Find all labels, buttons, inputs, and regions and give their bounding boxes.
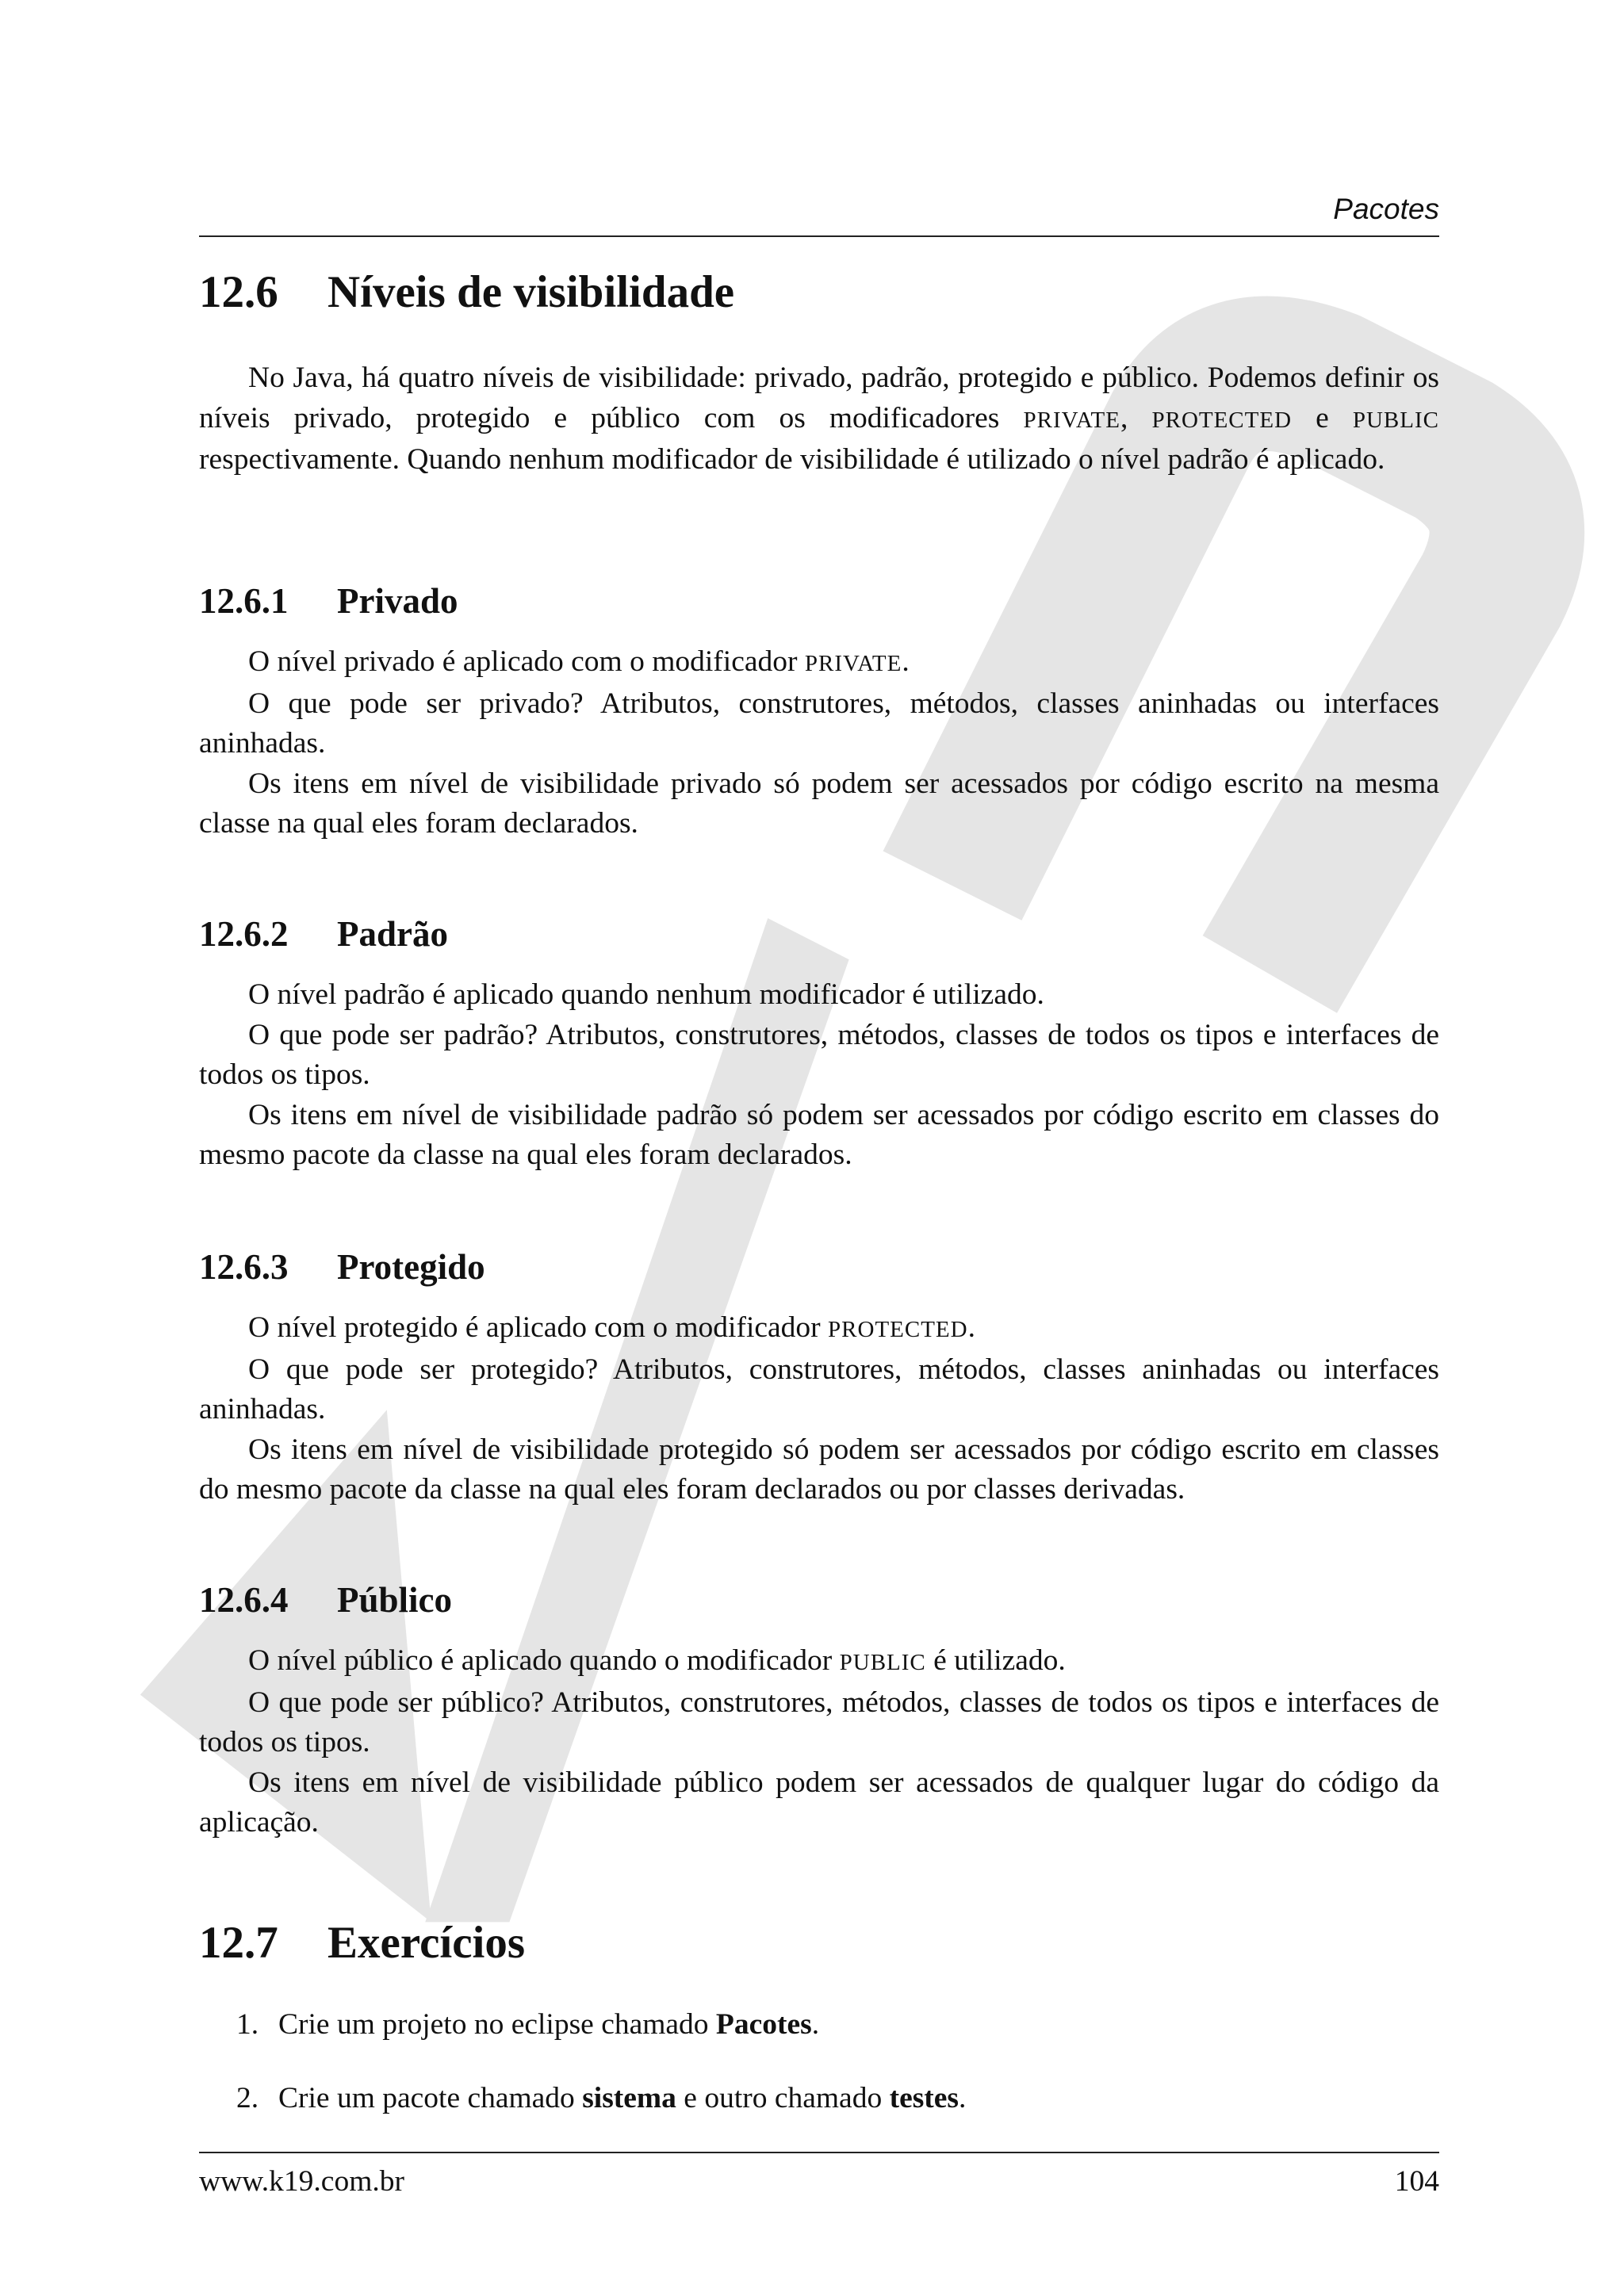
section-title: Níveis de visibilidade (327, 267, 735, 317)
paragraph: O nível padrão é aplicado quando nenhum modificador é utilizado. (248, 978, 1044, 1011)
paragraph: O nível público é aplicado quando o modificador PUBLIC é utilizado. (248, 1644, 1066, 1677)
subsection-protegido (199, 1246, 1439, 1510)
section-number: 12.6 (199, 267, 278, 317)
subsection-padrao (199, 913, 1439, 1176)
exercises-heading: 12.7 Exercícios (199, 1918, 526, 1968)
paragraph: Os itens em nível de visibilidade público podem ser acessados de qualquer lugar do código da aplicação. (199, 1766, 1439, 1839)
paragraph: O nível protegido é aplicado com o modificador PROTECTED. (248, 1311, 975, 1344)
page-number: 104 (1394, 2165, 1439, 2198)
section-heading (199, 266, 1439, 318)
paragraph: Os itens em nível de visibilidade protegido só podem ser acessados por código escrito em classes do mesmo pacote da classe na qual eles foram declarados ou por classes derivadas. (199, 1433, 1439, 1506)
subsection-heading: 12.6.4 Público (199, 1580, 453, 1620)
paragraph: O nível privado é aplicado com o modificador PRIVATE. (248, 645, 910, 678)
paragraph: O que pode ser protegido? Atributos, construtores, métodos, classes aninhadas ou interfaces aninhadas. (199, 1353, 1439, 1425)
intro-paragraph: No Java, há quatro níveis de visibilidade: privado, padrão, protegido e público. Podemos definir os níveis privado, protegido e público com os modificadores PRIVATE, PROTECTED e PUBLIC respectivamente. Quando nenhum modificador de visibilidade é utilizado o nível padrão é aplicado. (199, 362, 1439, 476)
footer (199, 2164, 1439, 2198)
exercise-list (199, 2007, 1439, 2115)
footer-url[interactable]: www.k19.com.br (199, 2165, 404, 2198)
paragraph: O que pode ser privado? Atributos, construtores, métodos, classes aninhadas ou interfaces aninhadas. (199, 687, 1439, 760)
subsection-publico (199, 1579, 1439, 1843)
exercise-item: 2. Crie um pacote chamado sistema e outro chamado testes. (236, 2082, 967, 2114)
footer-rule (199, 2152, 1439, 2153)
paragraph: O que pode ser padrão? Atributos, construtores, métodos, classes de todos os tipos e interfaces de todos os tipos. (199, 1018, 1439, 1091)
exercise-item: 1. Crie um projeto no eclipse chamado Pacotes. (236, 2008, 820, 2041)
header-rule (199, 235, 1439, 237)
paragraph: Os itens em nível de visibilidade padrão só podem ser acessados por código escrito em classes do mesmo pacote da classe na qual eles foram declarados. (199, 1098, 1439, 1171)
paragraph: Os itens em nível de visibilidade privado só podem ser acessados por código escrito na mesma classe na qual eles foram declarados. (199, 767, 1439, 840)
subsection-heading: 12.6.3 Protegido (199, 1247, 485, 1287)
subsection-heading: 12.6.1 Privado (199, 581, 458, 621)
subsection-privado (199, 580, 1439, 844)
running-header: Pacotes (1333, 193, 1439, 225)
subsection-heading: 12.6.2 Padrão (199, 914, 448, 954)
paragraph: O que pode ser público? Atributos, construtores, métodos, classes de todos os tipos e interfaces de todos os tipos. (199, 1686, 1439, 1758)
